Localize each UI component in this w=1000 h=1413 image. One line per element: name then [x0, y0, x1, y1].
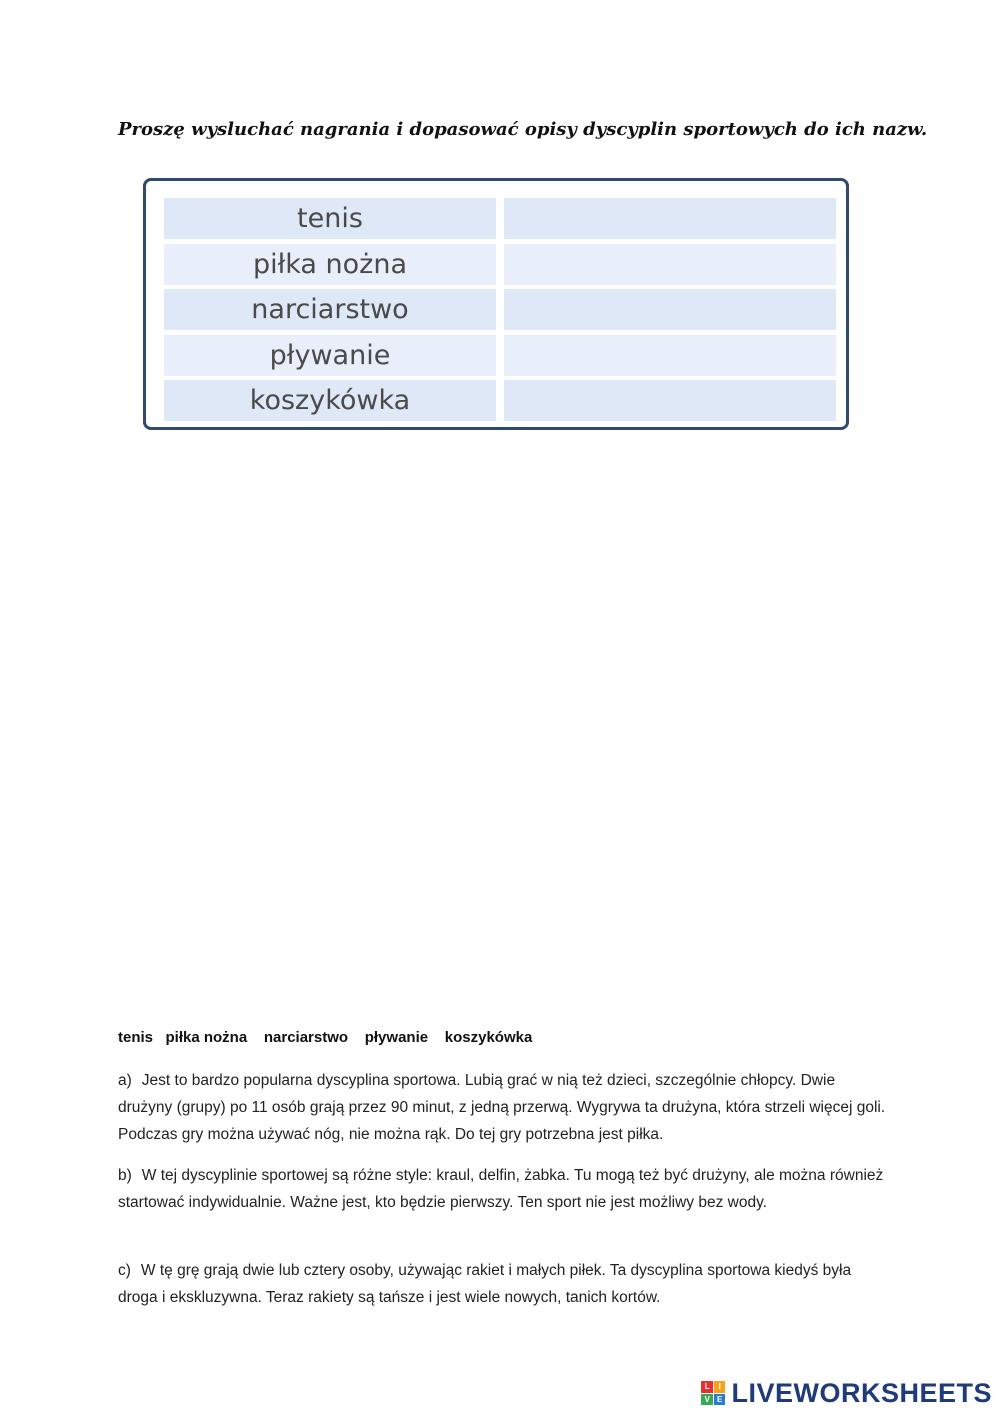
description-text: Jest to bardzo popularna dyscyplina sportowa. Lubią grać w nią też dzieci, szczególnie chłopcy. Dwie drużyny (grupy) po 11 osób grają przez 90 minut, z jedną przerwą. Wygrywa ta drużyna, która strzeli więcej goli. Podczas gry można używać nóg, nie można rąk. Do tej gry potrzebna jest piłka.	[118, 1072, 886, 1143]
sport-name-cell: piłka nożna	[164, 244, 496, 285]
sport-name-cell: pływanie	[164, 335, 496, 376]
liveworksheets-brand	[701, 1376, 992, 1410]
sport-name-cell: tenis	[164, 198, 496, 239]
description-letter: b)	[118, 1167, 132, 1184]
answer-column	[504, 198, 836, 421]
sport-name-cell: koszykówka	[164, 380, 496, 421]
description-text: W tę grę grają dwie lub cztery osoby, używając rakiet i małych piłek. Ta dyscyplina sportowa kiedyś była droga i ekskluzywna. Teraz rakiety są tańsze i jest wiele nowych, tanich kortów.	[118, 1262, 852, 1306]
logo-tile: L	[701, 1381, 713, 1393]
instruction-heading: Proszę wysluchać nagrania i dopasować opisy dyscyplin sportowych do ich nazw.	[118, 119, 928, 140]
description-a	[118, 1067, 888, 1148]
brand-name: LIVEWORKSHEETS	[731, 1377, 992, 1408]
logo-tile: E	[714, 1394, 726, 1406]
answer-drop-zone[interactable]	[504, 380, 836, 421]
answer-drop-zone[interactable]	[504, 289, 836, 330]
word-bank: tenis piłka nożna narciarstwo pływanie koszykówka	[118, 1029, 533, 1046]
description-c	[118, 1257, 888, 1311]
description-b	[118, 1162, 888, 1216]
description-letter: a)	[118, 1072, 132, 1089]
sport-names-column	[164, 198, 496, 421]
description-text: W tej dyscyplinie sportowej są różne style: kraul, delfin, żabka. Tu mogą też być drużyny, ale można również startować indywidualnie. Ważne jest, kto będzie pierwszy. Ten sport nie jest możliwy bez wody.	[118, 1167, 884, 1211]
description-letter: c)	[118, 1262, 131, 1279]
answer-drop-zone[interactable]	[504, 335, 836, 376]
answer-drop-zone[interactable]	[504, 244, 836, 285]
matching-table	[143, 178, 849, 430]
liveworksheets-logo-icon	[701, 1381, 725, 1405]
sport-name-cell: narciarstwo	[164, 289, 496, 330]
logo-tile: V	[701, 1394, 713, 1406]
answer-drop-zone[interactable]	[504, 198, 836, 239]
logo-tile: I	[714, 1381, 726, 1393]
